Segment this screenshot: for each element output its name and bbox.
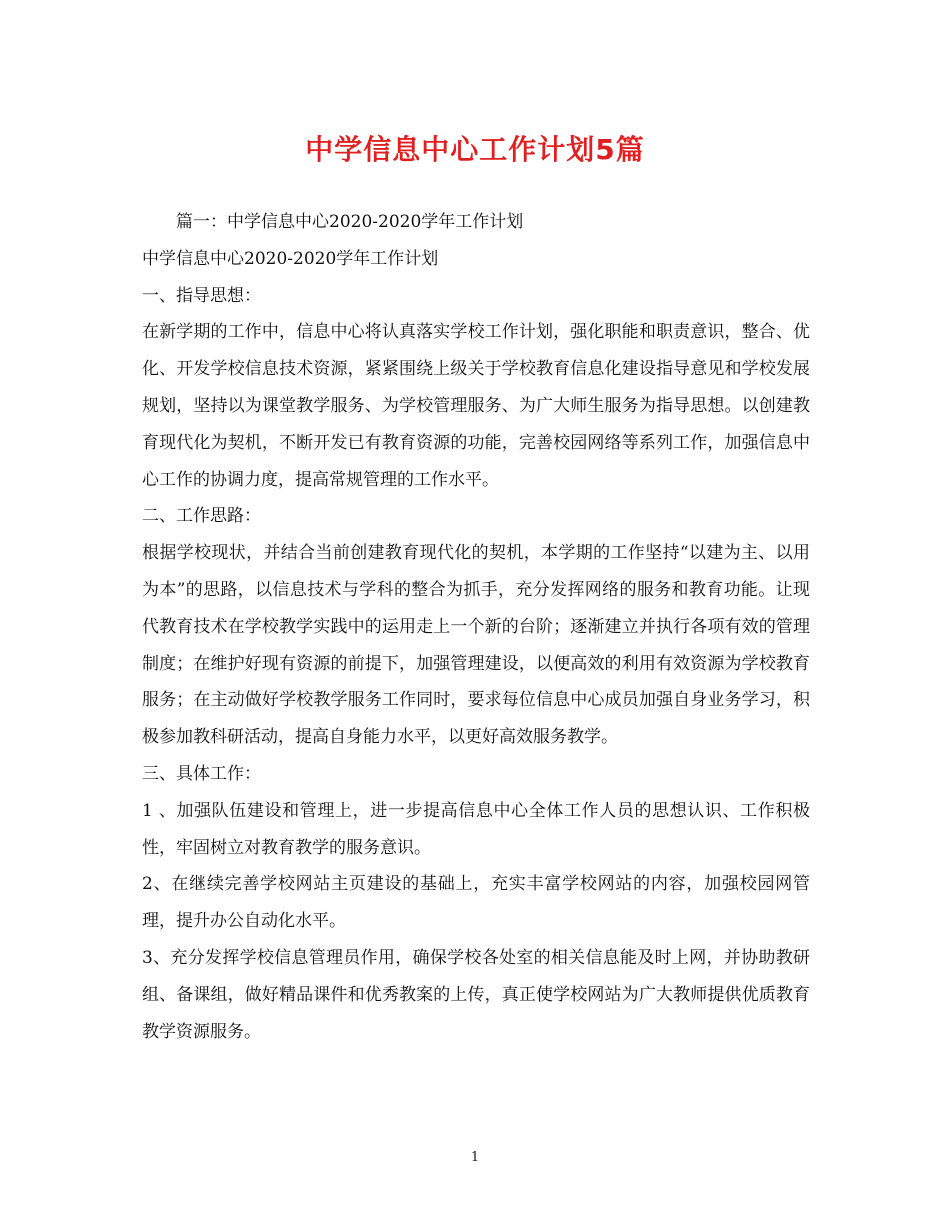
- heading-guiding-ideology: 一、指导思想：: [142, 285, 261, 306]
- list-item-2: 2、在继续完善学校网站主页建设的基础上，充实丰富学校网站的内容，加强校园网管理，提升办公自动化水平。: [142, 874, 810, 932]
- document-title: 中学信息中心工作计划5篇: [305, 133, 645, 166]
- heading-specific-work: 三、具体工作：: [142, 763, 261, 784]
- list-item-3: 3、充分发挥学校信息管理员作用，确保学校各处室的相关信息能及时上网，并协助教研组、备课组，做好精品课件和优秀教案的上传，真正使学校网站为广大教师提供优质教育教学资源服务。: [142, 947, 810, 1042]
- document-body: [142, 204, 810, 1050]
- paragraph-guiding-ideology: 在新学期的工作中，信息中心将认真落实学校工作计划，强化职能和职责意识，整合、优化、开发学校信息技术资源，紧紧围绕上级关于学校教育信息化建设指导意见和学校发展规划，坚持以为课堂教学服务、为学校管理服务、为广大师生服务为指导思想。以创建教育现代化为契机，不断开发已有教育资源的功能，完善校园网络等系列工作，加强信息中心工作的协调力度，提高常规管理的工作水平。: [142, 322, 810, 490]
- page-number: 1: [470, 1150, 480, 1165]
- section-heading-part-one: 篇一：中学信息中心2020-2020学年工作计划: [176, 212, 524, 232]
- list-item-1: 1 、加强队伍建设和管理上，进一步提高信息中心全体工作人员的思想认识、工作积极性，牢固树立对教育教学的服务意识。: [142, 800, 810, 858]
- paragraph-work-approach: 根据学校现状，并结合当前创建教育现代化的契机，本学期的工作坚持“以建为主、以用为本”的思路，以信息技术与学科的整合为抓手，充分发挥网络的服务和教育功能。让现代教育技术在学校教学实践中的运用走上一个新的台阶；逐渐建立并执行各项有效的管理制度；在维护好现有资源的前提下，加强管理建设，以便高效的利用有效资源为学校教育服务；在主动做好学校教学服务工作同时，要求每位信息中心成员加强自身业务学习，积极参加教科研活动，提高自身能力水平，以更好高效服务教学。: [142, 543, 810, 748]
- plan-subtitle: 中学信息中心2020-2020学年工作计划: [142, 248, 439, 269]
- heading-work-approach: 二、工作思路：: [142, 506, 261, 527]
